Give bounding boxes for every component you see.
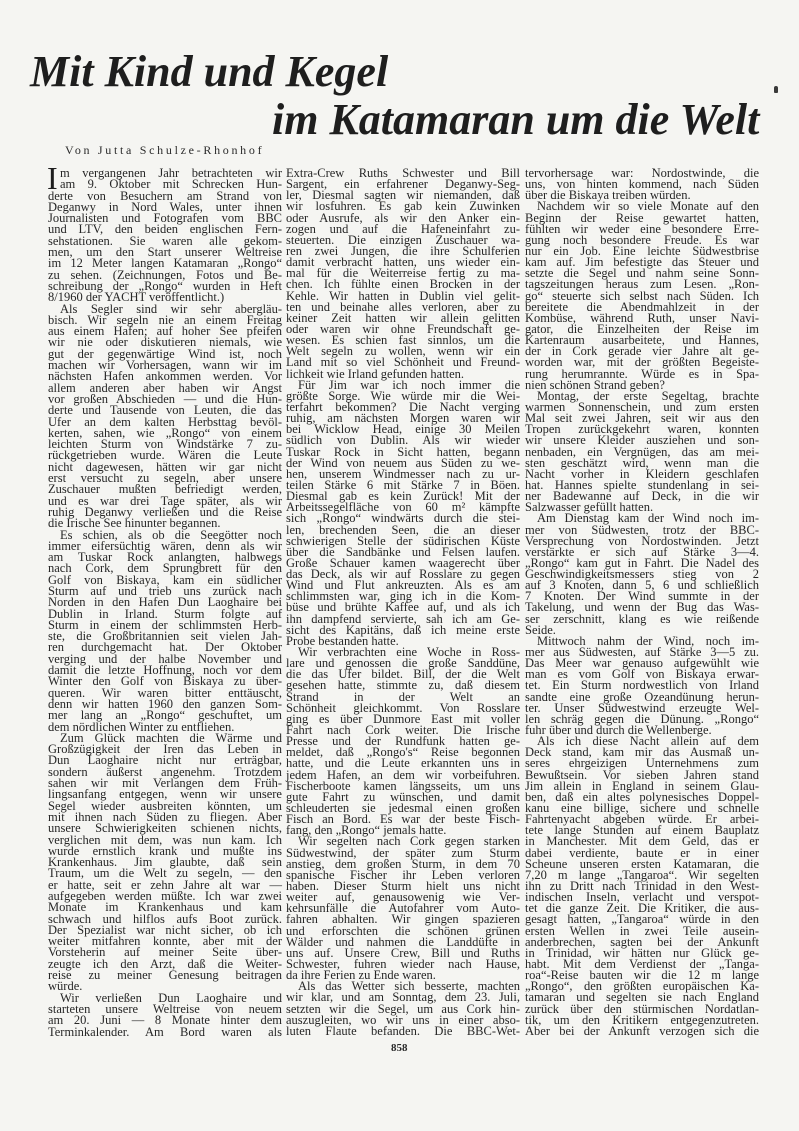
paragraph [525, 201, 759, 390]
text-line: kam auf. Jim befestigte das Steuer und [525, 255, 759, 270]
text-line: tet die ganze Zeit. Die Kritiker, die aus- [525, 901, 759, 916]
text-line: Wind und Flut ankreuzten. Als es am [286, 578, 520, 593]
text-line: kanu eine billige, sichere und schnelle [525, 801, 759, 816]
text-line: gut der gegenwärtige Wind ist, noch [48, 346, 282, 361]
text-line: Norden in den Hafen Dun Laoghaire bei [48, 595, 282, 610]
page-number: 858 [391, 1042, 408, 1054]
text-line: terfahrt bekommen? Die Nacht verging [286, 399, 520, 414]
text-line: machen wir Vorhersagen, wann wir im [48, 358, 282, 373]
text-line: uns auf. Unsere Crew, Bill und Ruths [286, 945, 520, 960]
text-line: habt. Mit dem Verdienst der „Tanga- [525, 956, 759, 971]
text-line: schleuderten sie jedesmal einen großen [286, 801, 520, 816]
text-line: Nacht vorher in Kleidern geschlafen [525, 466, 759, 481]
text-line: tagszeitungen heraus zum Lesen. „Ron- [525, 277, 759, 292]
text-line: allem anderen aber haben wir Angst [48, 380, 282, 395]
text-line: fuhr über und durch die Wellenberge. [525, 723, 712, 738]
text-line: Dun Laoghaire nicht nur erträgbar, [48, 753, 282, 768]
paragraph [525, 736, 759, 1037]
text-line: sahen wir mit Verlangen dem Früh- [48, 776, 282, 791]
text-line: ten und beinahe alles verloren, aber zu [286, 299, 520, 314]
text-line: schwach und hilflos aufs Boot zurück. [48, 911, 282, 926]
text-line: gesehen hatte, stimmte zu, daß diesem [286, 678, 520, 693]
text-line: zogen und auf die Hafeneinfahrt zu- [286, 221, 520, 236]
text-line: „Rongo“, den größten europäischen Ka- [525, 979, 759, 994]
text-line: aus einem Hafen; auf hoher See pfeifen [48, 324, 282, 339]
text-line: zurück über den stürmischen Nordatlan- [525, 1001, 759, 1016]
text-line: denn wir hatten 1960 den ganzen Som- [48, 696, 282, 711]
text-line: worden war, mit der größten Begeiste- [525, 355, 759, 370]
text-line: ren durchgemacht hat. Der Oktober [48, 640, 282, 655]
paragraph [48, 990, 282, 1039]
paragraph [525, 633, 759, 738]
text-line: Deganwy in Nord Wales, unter ihnen [48, 199, 282, 214]
text-line: würde. [48, 979, 83, 994]
text-line: vor großen Abschieden — und die Hun- [48, 391, 282, 406]
text-line: Fahrtenyacht abgeben würde. Er arbei- [525, 812, 759, 827]
paragraph [286, 168, 520, 380]
text-line: chen. Ich fühlte einen Brocken in der [286, 277, 520, 292]
text-line: seres ehrgeizigen Unternehmens zum [525, 756, 759, 771]
text-line: Bewußtsein. Vor sieben Jahren stand [525, 767, 759, 782]
text-line: auszugleiten, wo wir uns in einer abso- [286, 1012, 520, 1027]
text-line: die das Ufer bildet. Bill, der die Welt [286, 667, 520, 682]
text-line: mit ihnen nach Süden zu fliegen. Aber [48, 809, 282, 824]
text-line: und es war drei Tage später, als wir [48, 493, 282, 508]
text-line: rung herumrannte. Würde es in Spa- [525, 366, 759, 381]
text-line: bereitete die Abendmahlzeit in der [525, 299, 759, 314]
text-line: derte von Besuchern am Strand von [48, 188, 282, 203]
text-line: ren zwei Jungen, die ihre Schulferien [286, 243, 520, 258]
text-line: Als Segler sind wir sehr abergläu- [60, 301, 282, 316]
text-column [286, 168, 520, 1037]
text-line: Am Dienstag kam der Wind noch im- [537, 511, 759, 526]
text-line: ihn dampfend servierte, sah ich am Ge- [286, 611, 520, 626]
text-line: Es schien, als ob die Seegötter noch [60, 527, 282, 542]
text-line: oder Ausrufe, als wir den Anker ein- [286, 210, 520, 225]
text-line: Als ich diese Nacht allein auf dem [537, 734, 759, 749]
text-line: Fischerboote kamen längsseits, um uns [286, 778, 520, 793]
text-line: Welt segeln zu wollen, wenn wir ein [286, 344, 520, 359]
text-line: reise zu meiner Genesung beitragen [48, 968, 282, 983]
text-line: wurde ernstlich krank und mußte ins [48, 843, 282, 858]
text-line: 8/1960 der YACHT veröffentlicht.) [48, 290, 225, 305]
text-line: Deck stand, kam mir das Ausmaß un- [525, 745, 759, 760]
text-line: mer von Südwesten, trotz der BBC- [525, 522, 759, 537]
text-line: Extra-Crew Ruths Schwester und Bill [286, 166, 520, 180]
text-line: fahren abhalten. Wir gingen spazieren [286, 912, 520, 927]
paragraph [286, 981, 520, 1037]
text-line: len schräg gegen die Dünung. „Rongo“ [525, 711, 759, 726]
paragraph [525, 168, 759, 201]
text-line: tet. Ein Sturm nordwestlich von Irland [525, 678, 759, 693]
text-line: Segel wieder ausbreiten könnten, um [48, 798, 282, 813]
text-line: indischen Inseln, verlacht und verspot- [525, 890, 759, 905]
paragraph [525, 513, 759, 636]
text-line: wir losfuhren. Es gab kein Zuwinken [286, 199, 520, 214]
text-line: ler, Diesmal sagten wir niemanden, daß [286, 188, 520, 203]
text-line: gute Fahrt zu wünschen, und damit [286, 789, 520, 804]
text-line: anstieg, dem großen Sturm, in dem 70 [286, 856, 520, 871]
text-line: Montag, der erste Segeltag, brachte [537, 388, 759, 403]
text-line: Dublin in Irland. Sturm folgte auf [48, 606, 282, 621]
text-line: derte und Tausende von Leuten, die das [48, 403, 282, 418]
article-title-line-1: Mit Kind und Kegel [30, 47, 389, 96]
corner-mark [774, 86, 778, 93]
text-line: gator, die Einzelheiten der Reise im [525, 321, 759, 336]
text-line: Tropen zurückgekehrt waren, konnten [525, 422, 759, 437]
text-line: Für Jim war ich noch immer die [298, 377, 520, 392]
text-line: man es vom Golf von Biskaya erwar- [525, 667, 759, 682]
text-line: nur ein Job. Eine leichte Südwestbrise [525, 243, 759, 258]
text-line: da ihre Ferien zu Ende waren. [286, 968, 436, 983]
text-line: Tuskar Rock in Sicht hatten, begann [286, 444, 520, 459]
text-line: Seide. [525, 622, 556, 637]
text-line: und erforschten die schönen grünen [286, 923, 520, 938]
text-line: sehstationen. Sie waren alle gekom- [48, 233, 282, 248]
byline: Von Jutta Schulze-Rhonhof [65, 143, 265, 157]
text-line: Kartenraum ausarbeitete, und Hannes, [525, 333, 759, 348]
text-line: Terminkalender. Am Bord waren als [48, 1024, 282, 1039]
text-line: aufgegeben werden müßte. Ich war zwei [48, 889, 282, 903]
text-line: oder waren wir ohne Freundschaft ge- [286, 321, 520, 336]
text-line: Mittwoch nahm der Wind, noch im- [537, 633, 759, 648]
text-line: nach Cork, dem Sprungbrett für den [48, 561, 282, 576]
text-line: Zuschauer mußten befriedigt werden, [48, 482, 282, 497]
text-line: tik, um den Kritikern entgegenzutreten. [525, 1012, 759, 1027]
paragraph [286, 377, 520, 648]
paragraph [525, 388, 759, 515]
text-line: in Manchester. Mit dem Geld, das er [525, 834, 759, 849]
text-line: zu sehen. (Zeichnungen, Fotos und Be- [48, 267, 282, 282]
text-line: nenbaden, ein Vergnügen, das am mei- [525, 444, 759, 459]
text-line: 7,20 m lange „Tangaroa“. Wir segelten [525, 867, 759, 882]
text-line: südlich von Dublin. Als wir wieder [286, 433, 520, 448]
text-line: der in Cork gerade vier Jahre alt ge- [525, 344, 759, 359]
text-column [48, 168, 282, 1038]
paragraph [286, 647, 520, 836]
text-line: verstärkte er sich auf Stärke 3—4. [525, 544, 759, 559]
text-line: hen, unserem Windmesser nach zu ur- [286, 466, 520, 481]
text-line: mal für die Weiterreise fertig zu ma- [286, 266, 520, 281]
text-line: schlimmsten war, ging ich in die Kom- [286, 589, 520, 604]
text-line: dem nördlichen Winter zu entfliehen. [48, 719, 235, 734]
text-line: über die Sandbänke und Felsen laufen. [286, 544, 520, 559]
text-line: die Irische See hinunter begannen. [48, 516, 221, 531]
text-line: m vergangenen Jahr betrachteten wir [60, 166, 282, 180]
text-line: men, um den Start unserer Weltreise [48, 245, 282, 260]
text-line: nicht dagewesen, hätten wir gar nicht [48, 459, 282, 474]
text-line: kerten, sahen, wie „Rongo“ von einem [48, 425, 282, 440]
text-line: luten Flaute befanden. Die BBC-Wet- [286, 1023, 520, 1038]
text-line: ser zerschnitt, klang es wie reißende [525, 611, 759, 626]
text-line: sicht des Kapitäns, daß ich meine erste [286, 622, 520, 637]
text-line: Golf von Biskaya, kam ein südlicher [48, 572, 282, 587]
text-line: Großzügigkeit der Iren das Leben in [48, 742, 282, 757]
text-line: Presse und der Rundfunk hatten ge- [286, 734, 520, 749]
text-line: ihn zu Dritt nach Trinidad in den West- [525, 879, 759, 893]
text-line: am Tuskar Rock anlangten, halbwegs [48, 550, 282, 565]
drop-cap: I [47, 160, 58, 196]
text-line: roa“-Reise bauten wir die 12 m lange [525, 968, 759, 983]
text-line: über die Biskaya treiben würden. [525, 188, 691, 203]
text-line: wir unsere Kleider ausziehen und son- [525, 433, 759, 448]
text-line: wir klar, und am Sonntag, dem 23. Juli, [286, 990, 520, 1005]
text-line: größte Sorge. Wie würde mir die Wei- [286, 388, 520, 403]
text-line: ter. Unser Südwestwind erzeugte Wel- [525, 700, 759, 715]
text-line: verglichen mit dem, was nun kam. Ich [48, 832, 282, 847]
text-line: wir nie oder diskutieren niemals, wie [48, 335, 282, 350]
text-line: Krankenhaus. Jim glaubte, daß sein [48, 855, 282, 870]
text-line: Versprechung von Nordostwinden. Jetzt [525, 533, 759, 548]
text-line: tervorhersage war: Nordostwinde, die [525, 166, 759, 180]
text-line: schwierigen Stelle der südirischen Küste [286, 533, 520, 548]
text-line: nächsten Hafen ankommen werden. Vor [48, 369, 282, 384]
text-line: Als das Wetter sich besserte, machten [298, 979, 520, 994]
text-line: Das Meer war genauso aufgewühlt wie [525, 656, 759, 671]
text-line: „Rongo“ kam gut in Fahrt. Die Nadel des [525, 555, 759, 570]
text-line: Sturm auf und trieb uns zurück nach [48, 583, 282, 598]
text-line: 7 Knoten. Der Wind summte in der [525, 589, 759, 604]
text-line: das Deck, als wir auf Rosslare zu gegen [286, 567, 520, 582]
text-line: steuerten. Die einzigen Zuschauer wa- [286, 232, 520, 247]
text-line: damit verbracht hatten, uns wieder ein- [286, 255, 520, 270]
text-line: Kombüse, während Ruth, unser Navi- [525, 310, 759, 325]
text-line: keiner Zeit hatten wir allein gelitten [286, 310, 520, 325]
text-line: Wir segelten nach Cork gegen starken [298, 834, 520, 849]
paragraph [48, 168, 282, 304]
text-line: len, brechenden Seen, die an dieser [286, 522, 520, 537]
text-line: Schwester, fuhren wieder nach Hause, [286, 956, 520, 971]
text-line: in Trinidad, wir hätten nur Glück ge- [525, 945, 759, 960]
text-line: meldet, daß „Rongo's“ Reise begonnen [286, 745, 520, 760]
text-line: Sturm in einem der schlimmsten Herb- [48, 617, 282, 632]
text-line: warmen Sonnenschein, und zum ersten [525, 399, 759, 414]
text-line: gesagt hatten, „Tangaroa“ würde in den [525, 912, 759, 927]
text-line: Kehle. Wir hatten in Dublin viel gelit- [286, 288, 520, 303]
text-line: Strand in der Welt an [286, 689, 520, 704]
text-line: tamaran und segelten sie nach England [525, 990, 759, 1005]
text-line: sandte eine große Ozeandünung herun- [525, 689, 759, 704]
text-line: mer lang an „Rongo“ geschuftet, um [48, 708, 282, 723]
text-line: ner Badewanne auf Deck, in die wir [525, 489, 759, 504]
text-line: Nachdem wir so viele Monate auf den [537, 199, 759, 214]
text-line: tete lange Stunden auf einem Bauplatz [525, 823, 759, 838]
text-line: Diesmal gab es kein Zurück! Mit der [286, 489, 520, 504]
text-line: Ufer an dem kalten Herbsttag bevöl- [48, 414, 282, 429]
text-line: sondern äußerst angenehm. Trotzdem [48, 764, 282, 779]
text-line: Sargent, ein erfahrener Deganwy-Seg- [286, 177, 520, 192]
text-line: büse und brühte Kaffee auf, und als ich [286, 600, 520, 615]
text-line: bei Wicklow Head, einige 30 Meilen [286, 422, 520, 437]
text-line: Fisch an Bord. Es war der beste Fisch- [286, 812, 520, 827]
text-line: damit die letzte Hoffnung, noch vor dem [48, 663, 282, 678]
text-line: Mal seit zwei Jahren, seit wir aus den [525, 411, 759, 426]
text-line: fang, den „Rongo“ jemals hatte. [286, 823, 447, 838]
article-title-line-2: im Katamaran um die Welt [272, 95, 760, 144]
text-line: setzten wir die Segel, um aus Cork hin- [286, 1001, 520, 1016]
text-line: Zum Glück machten die Wärme und [60, 730, 282, 745]
text-line: anderbrechen, sagten bei der Ankunft [525, 934, 759, 949]
text-line: Schönheit gleichkommt. Von Rosslare [286, 700, 520, 715]
text-line: Beginn der Reise gewartet hatten, [525, 210, 759, 225]
text-line: Traum, um die Welt zu segeln, — den [48, 866, 282, 881]
text-line: kehrsunfälle die Autofahrer vom Auto- [286, 901, 520, 916]
text-line: hatte, und die Leute erkannten uns in [286, 756, 520, 771]
text-line: Journalisten und Fotografen vom BBC [48, 211, 282, 226]
text-line: und LTV, den beiden englischen Fern- [48, 222, 282, 237]
text-line: er hatte, seit er zehn Jahre alt war — [48, 877, 282, 892]
text-line: Land mit so viel Schönheit und Freund- [286, 355, 520, 370]
text-line: ersten Wellen in zwei Teile ausein- [525, 923, 759, 938]
text-line: lare und genossen die große Sanddüne, [286, 656, 520, 671]
text-line: Aber bei der Ankunft verzogen sich die [525, 1023, 759, 1038]
text-line: ruhig Deganwy verließen und die Reise [48, 504, 282, 519]
text-line: Große Schauer kamen waagerecht über [286, 555, 520, 570]
text-line: weiter auf, genausowenig wie Ver- [286, 890, 520, 905]
paragraph [48, 527, 282, 734]
text-column [525, 168, 759, 1037]
text-line: sich „Rongo“ windwärts durch die stei- [286, 511, 520, 526]
text-line: nien schönen Strand geben? [525, 377, 665, 392]
text-line: Scheune unseren ersten Katamaran, die [525, 856, 759, 871]
text-line: Salzwasser gefüllt hatten. [525, 500, 654, 515]
text-line: Wir verbrachten eine Woche in Ross- [298, 645, 520, 660]
text-line: Arbeitssegelfläche von 60 m² kämpfte [286, 500, 520, 515]
text-line: hat. Hannes spielte stundenlang in sei- [525, 477, 759, 492]
text-line: wesen. Es schien fast sinnlos, um die [286, 333, 520, 348]
text-line: schreibung der „Rongo“ wurden in Heft [48, 278, 282, 293]
text-line: erst versucht zu segeln, aber unsere [48, 471, 282, 486]
text-line: ben, daß ein altes polynesisches Doppel- [525, 789, 759, 804]
text-line: setzte die Segel und nahm seine Sonn- [525, 266, 759, 281]
text-line: Probe bestanden hatte. [286, 633, 399, 648]
text-line: go“ steuerte sich selbst nach Süden. Ich [525, 288, 759, 303]
text-line: weiter mitfahren konnte, aber mit der [48, 934, 282, 949]
text-line: dabei verdiente, baute er in einer [525, 845, 759, 860]
text-line: unsere Schwierigkeiten schienen nichts, [48, 821, 282, 836]
text-line: bisch. Wir segeln nie an einem Freitag [48, 312, 282, 327]
text-line: Monate im Krankenhaus und kam [48, 900, 282, 915]
text-line: Jim allein in England in seinem Glau- [525, 778, 759, 793]
text-line: der Wind von neuem aus Süden zu we- [286, 455, 520, 470]
text-line: Takelung, und wenn der Bug das Was- [525, 600, 759, 615]
text-line: Der Spezialist war nicht sicher, ob ich [48, 922, 282, 937]
text-line: zeugte ich den Arzt, daß die Weiter- [48, 956, 282, 971]
text-line: sten geschätzt wird, wenn man die [525, 455, 759, 470]
text-line: gung noch besondere Freude. Es war [525, 232, 759, 247]
text-line: spanische Fischer ihr Leben verloren [286, 867, 520, 882]
text-line: verging und der halbe November und [48, 651, 282, 666]
text-line: Wir verließen Dun Laoghaire und [60, 990, 282, 1005]
text-line: ruhig, am nächsten Morgen waren wir [286, 411, 520, 426]
text-line: Wälder und nahmen die Landdüfte in [286, 934, 520, 949]
text-line: Südwestwind, der später zum Sturm [286, 845, 520, 860]
text-line: am 20. Juni — 8 Monate hinter dem [48, 1013, 282, 1028]
text-line: uns, von hinten kommend, nach Süden [525, 177, 759, 192]
text-line: Vorsteherin auf meiner Seite über- [48, 945, 282, 960]
text-line: auf 3 Knoten, dann 5, 6 und schließlich [525, 578, 759, 593]
text-line: ging es über Dunmore East mit voller [286, 711, 520, 726]
text-line: ste, die Großbritannien seit vielen Jah- [48, 629, 282, 644]
text-line: mer aus Südwesten, auf Stärke 3—5 zu. [525, 645, 759, 660]
text-line: teilen Stärke 6 mit Stärke 7 in Böen. [286, 477, 520, 492]
text-line: Fahrt nach Cork weiter. Die Irische [286, 723, 520, 738]
text-line: starteten unsere Weltreise von neuem [48, 1001, 282, 1016]
text-line: lingsanfang entgegen, wenn wir unsere [48, 787, 282, 802]
paragraph [286, 836, 520, 981]
paragraph [48, 730, 282, 994]
text-line: Winter den Golf von Biskaya zu über- [48, 674, 282, 689]
text-line: lichkeit wie Irland gefunden hatten. [286, 366, 465, 381]
text-line: am 9. Oktober mit Schrecken Hun- [60, 177, 282, 192]
paragraph [48, 301, 282, 531]
text-line: rückgetrieben wurde. Wären die Leute [48, 448, 282, 463]
text-line: fühlten wir weder eine besondere Erre- [525, 221, 759, 236]
text-line: haben. Dieser Sturm hielt uns nicht [286, 879, 520, 893]
text-line: Geschwindigkeitsmessers stieg von 2 [525, 567, 759, 582]
text-line: im 12 Meter langen Katamaran „Rongo“ [48, 256, 282, 271]
text-line: immer eifersüchtig wären, denn als wir [48, 538, 282, 553]
text-line: jedem Hafen, an dem wir vorbeifuhren. [286, 767, 520, 782]
text-line: leichten Sturm von Windstärke 7 zu- [48, 437, 282, 452]
text-line: queren. Wir waren bitter enttäuscht, [48, 685, 282, 700]
